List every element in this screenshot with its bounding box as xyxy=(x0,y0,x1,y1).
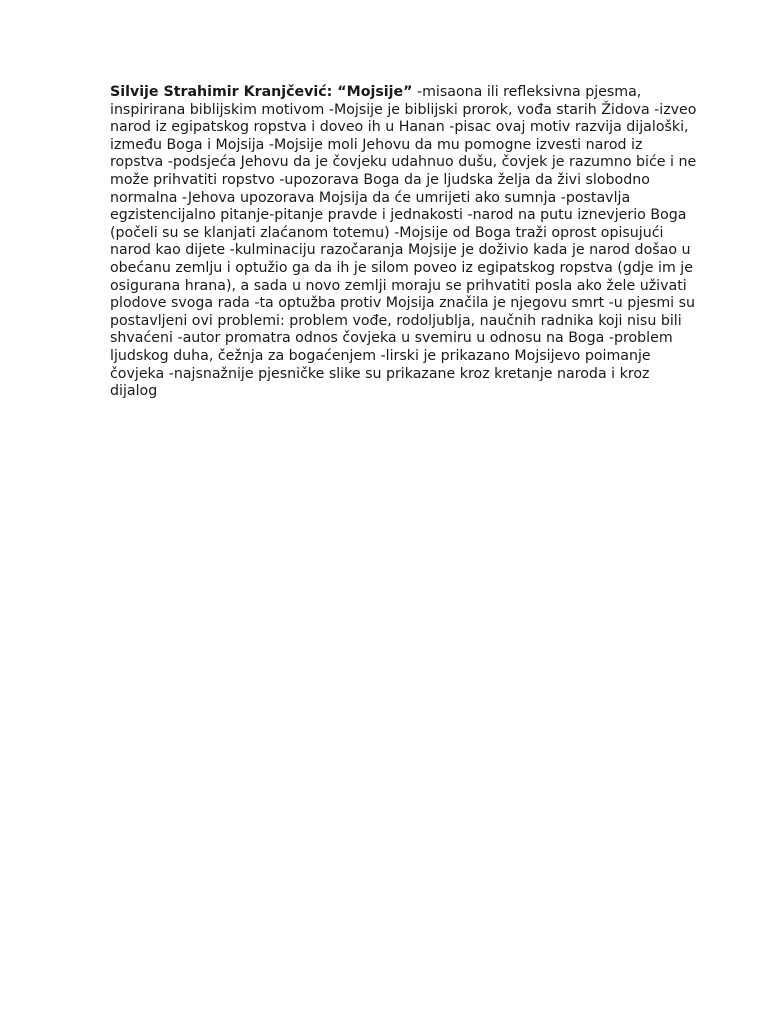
document-paragraph xyxy=(110,84,700,401)
document-body-text: -misaona ili refleksivna pjesma, inspirirana biblijskim motivom -Mojsije je biblijski prorok, vođa starih Židova -izveo narod iz egipatskog ropstva i doveo ih u Hanan -pisac ovaj motiv razvija dijaloški, između Boga i Mojsija -Mojsije moli Jehovu da mu pomogne izvesti narod iz ropstva -podsjeća Jehovu da je čovjeku udahnuo dušu, čovjek je razumno biće i ne može prihvatiti ropstvo -upozorava Boga da je ljudska želja da živi slobodno normalna -Jehova upozorava Mojsija da će umrijeti ako sumnja -postavlja egzistencijalno pitanje-pitanje pravde i jednakosti -narod na putu iznevjerio Boga (počeli su se klanjati zlaćanom totemu) -Mojsije od Boga traži oprost opisujući narod kao dijete -kulminaciju razočaranja Mojsije je doživio kada je narod došao u obećanu zemlju i optužio ga da ih je silom poveo iz egipatskog ropstva (gdje im je osigurana hrana), a sada u novo zemlji moraju se prihvatiti posla ako žele uživati plodove svoga rada -ta optužba protiv Mojsija značila je njegovu smrt -u pjesmi su postavljeni ovi problemi: problem vođe, rodoljublja, naučnih radnika koji nisu bili shvaćeni -autor promatra odnos čovjeka u svemiru u odnosu na Boga -problem ljudskog duha, čežnja za bogaćenjem -lirski je prikazano Mojsijevo poimanje čovjeka -najsnažnije pjesničke slike su prikazane kroz kretanje naroda i kroz dijalog xyxy=(110,84,697,400)
document-heading: Silvije Strahimir Kranjčević: “Mojsije” xyxy=(110,84,413,100)
